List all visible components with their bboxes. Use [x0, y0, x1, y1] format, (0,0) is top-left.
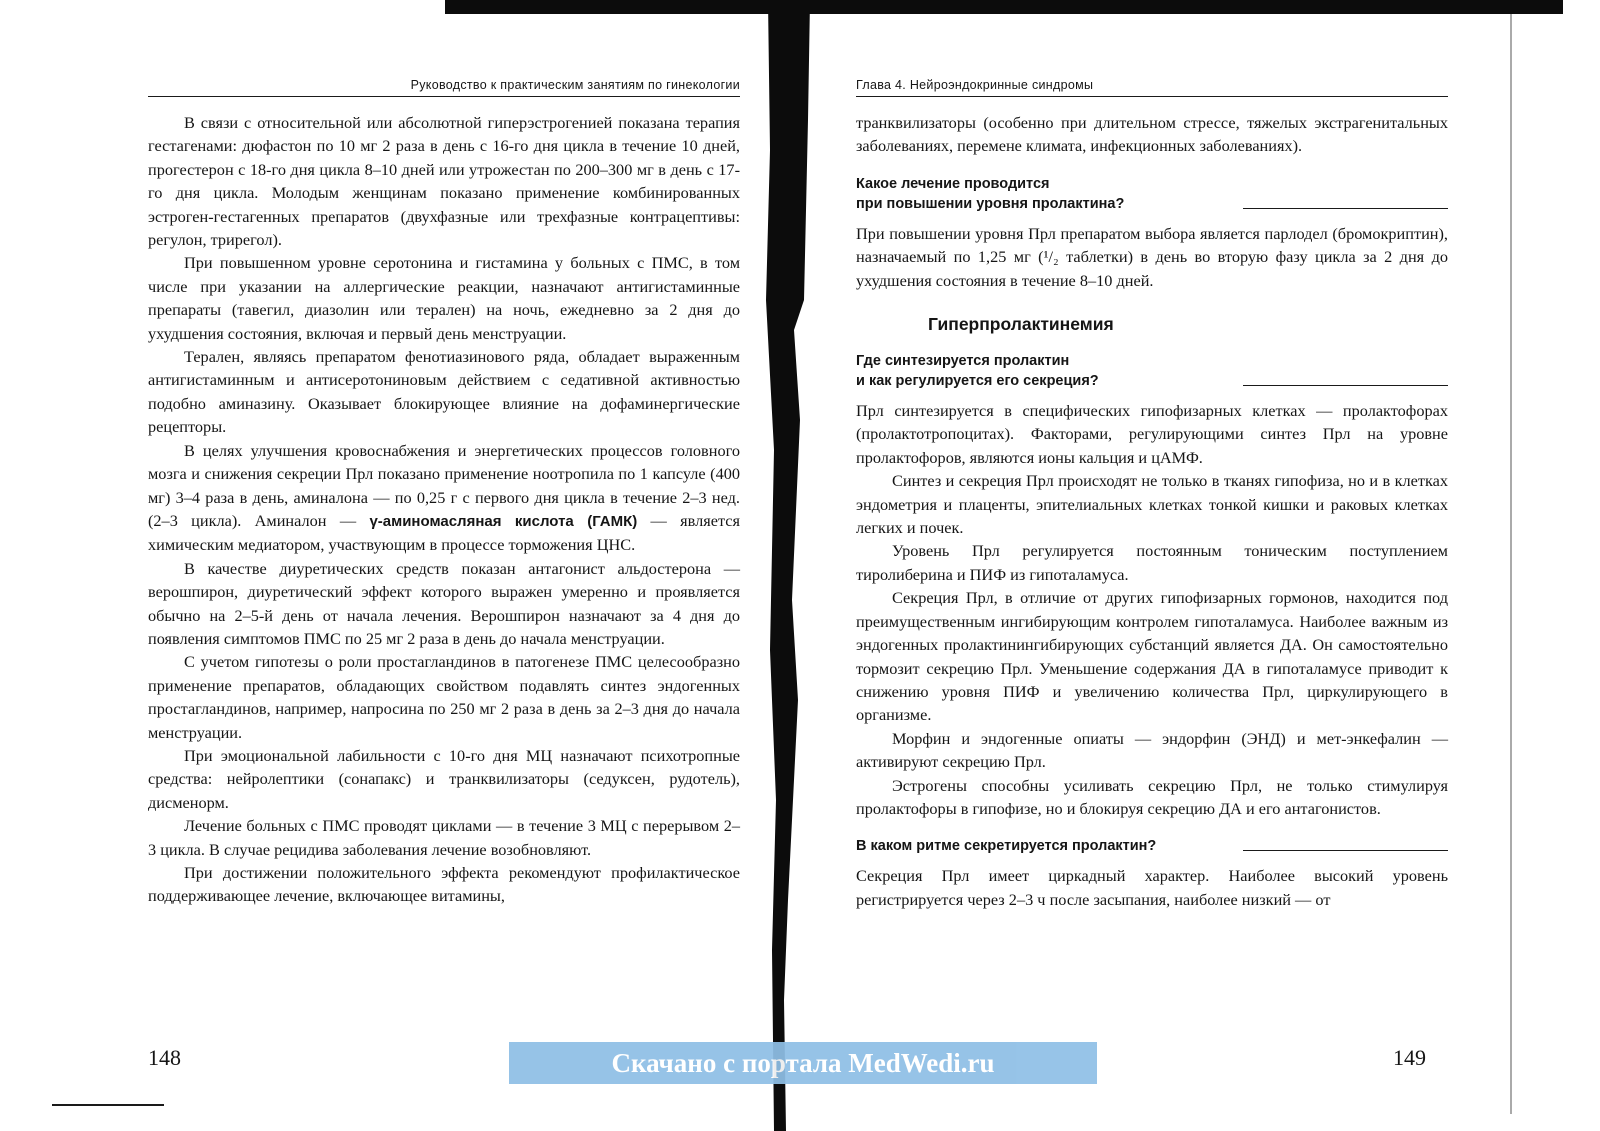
answer-paragraph: Синтез и секреция Прл происходят не только в тканях гипофиза, но и в клетках эндометрия и плаценты, эпителиальных клетках тонкой кишки и раковых клетках легких и почек. — [856, 471, 1448, 538]
question-line: В каком ритме секретируется пролактин? — [856, 838, 1157, 855]
paragraph: В связи с относительной или абсолютной гиперэстрогенией показана терапия гестагенами: дюфастон по 10 мг 2 раза в день с 16-го дня цикла в течение 10 дней, прогестерон с 18-го дня цикла 8–10 дней или утрожестан по 200–300 мг в день с 17-го дня цикла. Молодым женщинам показано применение комбинированных эстроген-гестагенных препаратов (двухфазные или трехфазные контрацептивы: регулон, трирегол). — [148, 113, 740, 250]
book-spine-shadow — [764, 0, 814, 1131]
left-page — [148, 78, 740, 908]
running-head-left: Руководство к практическим занятиям по гинекологии — [148, 78, 740, 97]
paragraph: В качестве диуретических средств показан антагонист альдостерона — верошпирон, диуретический эффект которого выражен умеренно и проявляется обычно на 2–5-й день от начала лечения. Верошпирон назначают за 4 дня до появления симптомов ПМС по 25 мг 2 раза в день до начала менструации. — [148, 558, 740, 648]
heading-rule — [1243, 850, 1448, 851]
question-heading — [856, 351, 1448, 391]
section-title: Гиперпролактинемия — [928, 314, 1114, 335]
paragraph: Лечение больных с ПМС проводят циклами — в течение 3 МЦ с перерывом 2–3 цикла. В случае рецидива заболевания лечение возобновляют. — [148, 816, 740, 859]
question-heading — [856, 174, 1448, 214]
answer-paragraph: Секреция Прл имеет циркадный характер. Наиболее высокий уровень регистрируется через 2–3 ч после засыпания, наиболее низкий — от — [856, 866, 1448, 909]
paragraph-gaba — [148, 439, 740, 557]
question-heading — [856, 836, 1448, 856]
gaba-term: γ-аминомасляная кислота (ГАМК) — [369, 512, 638, 530]
question-line: Где синтезируется пролактин — [856, 353, 1070, 370]
paragraph: При достижении положительного эффекта рекомендуют профилактическое поддерживающее лечение, включающее витамины, — [148, 863, 740, 906]
answer-paragraph: Морфин и эндогенные опиаты — эндорфин (ЭНД) и мет-энкефалин — активируют секрецию Прл. — [856, 728, 1448, 772]
paragraph: При повышенном уровне серотонина и гистамина у больных с ПМС, в том числе при указании на аллергические реакции, назначают антигистаминные препараты (тавегил, диазолин или терален) на ночь, ежедневно за 2 дня до ухудшения состояния, включая и первый день менструации. — [148, 253, 740, 343]
paragraph: С учетом гипотезы о роли простагландинов в патогенезе ПМС целесообразно применение препаратов, обладающих свойством подавлять синтез эндогенных простагландинов, например, напросина по 250 мг 2 раза в день за 2–3 дня до начала менструации. — [148, 652, 740, 742]
answer-paragraph: Секреция Прл, в отличие от других гипофизарных гормонов, находится под преимущественным ингибирующим контролем гипоталамуса. Наиболее важным из эндогенных пролактинингибирующих субстанций является ДА. Он самостоятельно тормозит секрецию Прл. Уменьшение содержания ДА в гипоталамусе приводит к снижению уровня ПИФ и увеличению количества Прл, циркулирующего в организме. — [856, 588, 1448, 725]
scan-edge-line — [52, 1104, 164, 1106]
heading-rule — [1243, 208, 1448, 209]
scan-shadow-top — [445, 0, 1563, 14]
answer-paragraph: Эстрогены способны усиливать секрецию Прл, не только стимулируя пролактофоры в гипофизе, но и блокируя секрецию ДА и его антагонистов. — [856, 775, 1448, 818]
watermark-banner: Скачано с портала MedWedi.ru — [509, 1042, 1097, 1084]
answer-paragraph: Уровень Прл регулируется постоянным тоническим поступлением тиролиберина и ПИФ из гипоталамуса. — [856, 541, 1448, 584]
paragraph-text: В целях улучшения кровоснабжения и энергетических процессов головного мозга и снижения секреции Прл показано применение ноотропила по 1 капсуле (400 мг) 3–4 раза в день, аминалона — по 0,25 г с первого дня цикла в течение 2–3 нед. (2–3 цикла). Аминалон — — [148, 440, 740, 530]
question-line: Какое лечение проводится — [856, 175, 1050, 192]
paragraph-tail: — является химическим медиатором, участвующим в процессе торможения ЦНС. — [148, 510, 740, 555]
question-line: и как регулируется его секреция? — [856, 373, 1099, 390]
paragraph-continuation: транквилизаторы (особенно при длительном стрессе, тяжелых экстрагенитальных заболеваниях, перемене климата, инфекционных заболеваниях). — [856, 113, 1448, 156]
answer-paragraph: При повышении уровня Прл препаратом выбора является парлодел (бромокриптин), назначаемый по 1,25 мг (¹/₂ таблетки) в день во вторую фазу цикла за 2 дня до ухудшения состояния в течение 8–10 дней. — [856, 223, 1448, 290]
paragraph: При эмоциональной лабильности с 10-го дня МЦ назначают психотропные средства: нейролептики (сонапакс) и транквилизаторы (седуксен, рудотель), дисменорм. — [148, 745, 740, 812]
question-line: при повышении уровня пролактина? — [856, 195, 1125, 212]
answer-paragraph: Прл синтезируется в специфических гипофизарных клетках — пролактофорах (пролактотропоцитах). Факторами, регулирующими синтез Прл на уровне пролактофоров, являются ионы кальция и цАМФ. — [856, 401, 1448, 467]
heading-rule — [1243, 385, 1448, 386]
page-edge-line — [1510, 14, 1512, 1114]
page-number-left: 148 — [148, 1045, 181, 1070]
paragraph: Терален, являясь препаратом фенотиазинового ряда, обладает выраженным антигистаминным и антисеротониновым действием с седативной активностью подобно аминазину. Оказывает блокирующее влияние на дофаминергические рецепторы. — [148, 347, 740, 437]
running-head-right: Глава 4. Нейроэндокринные синдромы — [856, 78, 1448, 97]
page-number-right: 149 — [1393, 1045, 1426, 1070]
right-page — [856, 78, 1448, 911]
